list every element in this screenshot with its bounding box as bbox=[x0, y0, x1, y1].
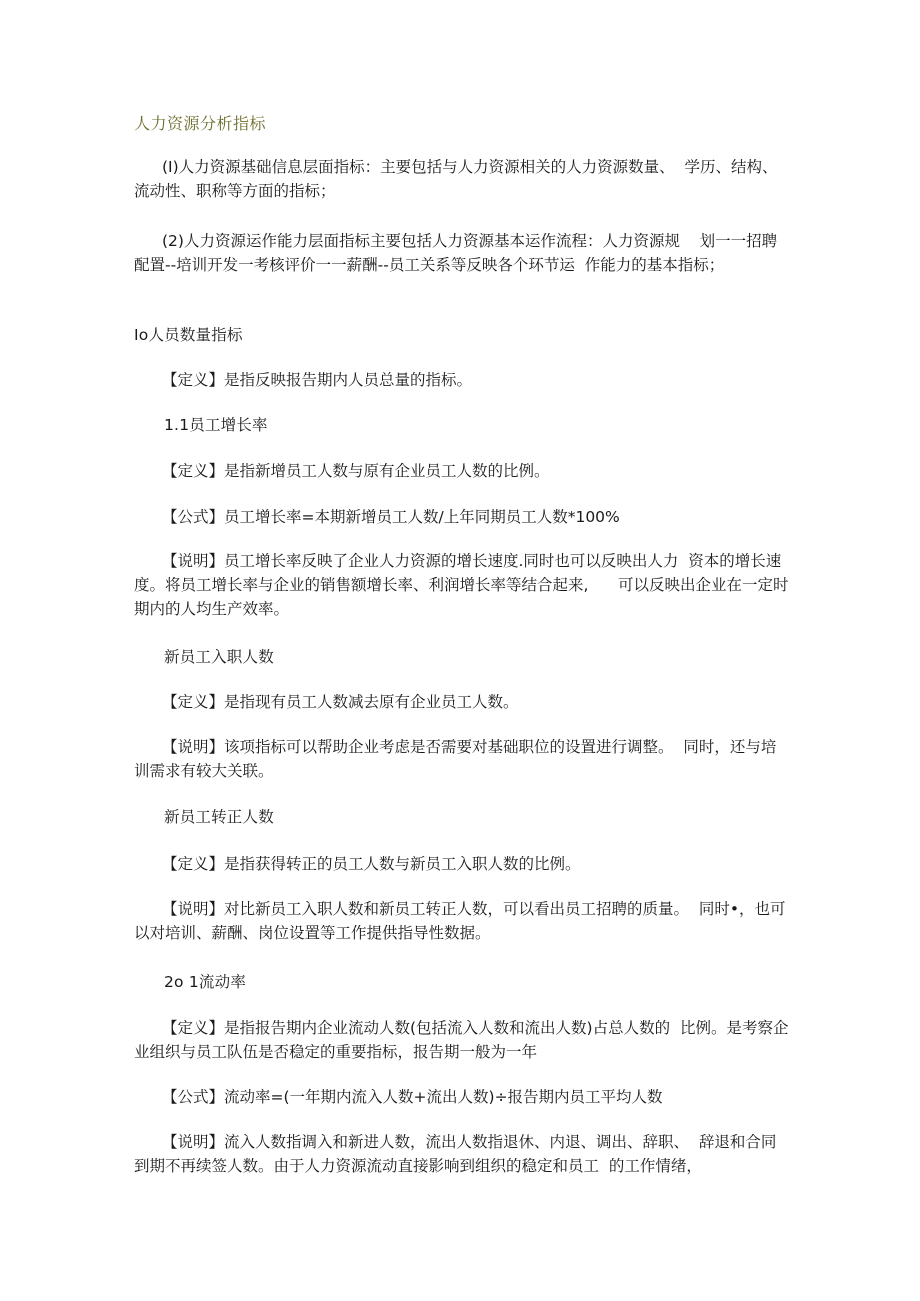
paragraph-turnover-formula: 【公式】流动率=(一年期内流入人数+流出人数)÷报告期内员工平均人数 bbox=[162, 1088, 663, 1106]
paragraph-growth-explanation: 【说明】员工增长率反映了企业人力资源的增长速度.同时也可以反映出人力 资本的增长速度。将员工增长率与企业的销售额增长率、利润增长率等结合起来, 可以反映出企业在一定时期内的人均生产效率。 bbox=[134, 552, 789, 618]
paragraph-new-hires-explanation: 【说明】该项指标可以帮助企业考虑是否需要对基础职位的设置进行调整。 同时，还与培训需求有较大关联。 bbox=[134, 738, 777, 780]
paragraph-turnover-definition: 【定义】是指报告期内企业流动人数(包括流入人数和流出人数)占总人数的 比例。是考察企业组织与员工队伍是否稳定的重要指标，报告期一般为一年 bbox=[134, 1019, 789, 1061]
subheading-employee-growth-rate: 1.1员工增长率 bbox=[164, 416, 268, 434]
section-heading-headcount: Io人员数量指标 bbox=[134, 326, 243, 344]
paragraph-turnover-explanation: 【说明】流入人数指调入和新进人数，流出人数指退休、内退、调出、辞职、 辞退和合同到期不再续签人数。由于人力资源流动直接影响到组织的稳定和员工 的工作情绪， bbox=[134, 1133, 777, 1175]
paragraph-growth-formula: 【公式】员工增长率=本期新增员工人数/上年同期员工人数*100% bbox=[162, 508, 620, 526]
subheading-turnover-rate: 2o 1流动率 bbox=[164, 973, 247, 991]
document-title: 人力资源分析指标 bbox=[134, 114, 267, 133]
subheading-new-hires: 新员工入职人数 bbox=[164, 648, 274, 666]
paragraph-basic-info-indicators: (I)人力资源基础信息层面指标：主要包括与人力资源相关的人力资源数量、 学历、结构、流动性、职称等方面的指标； bbox=[134, 158, 778, 200]
paragraph-confirmed-explanation: 【说明】对比新员工入职人数和新员工转正人数，可以看出员工招聘的质量。 同时•，也可以对培训、薪酬、岗位设置等工作提供指导性数据。 bbox=[134, 900, 786, 942]
subheading-confirmed-employees: 新员工转正人数 bbox=[164, 808, 274, 826]
paragraph-growth-definition: 【定义】是指新增员工人数与原有企业员工人数的比例。 bbox=[162, 462, 550, 480]
paragraph-new-hires-definition: 【定义】是指现有员工人数减去原有企业员工人数。 bbox=[162, 693, 519, 711]
paragraph-headcount-definition: 【定义】是指反映报告期内人员总量的指标。 bbox=[162, 371, 473, 389]
paragraph-confirmed-definition: 【定义】是指获得转正的员工人数与新员工入职人数的比例。 bbox=[162, 855, 581, 873]
paragraph-operation-capability-indicators: (2)人力资源运作能力层面指标主要包括人力资源基本运作流程：人力资源规 划一一招聘配置--培训开发一考核评价一一薪酬--员工关系等反映各个环节运 作能力的基本指标； bbox=[134, 232, 778, 274]
